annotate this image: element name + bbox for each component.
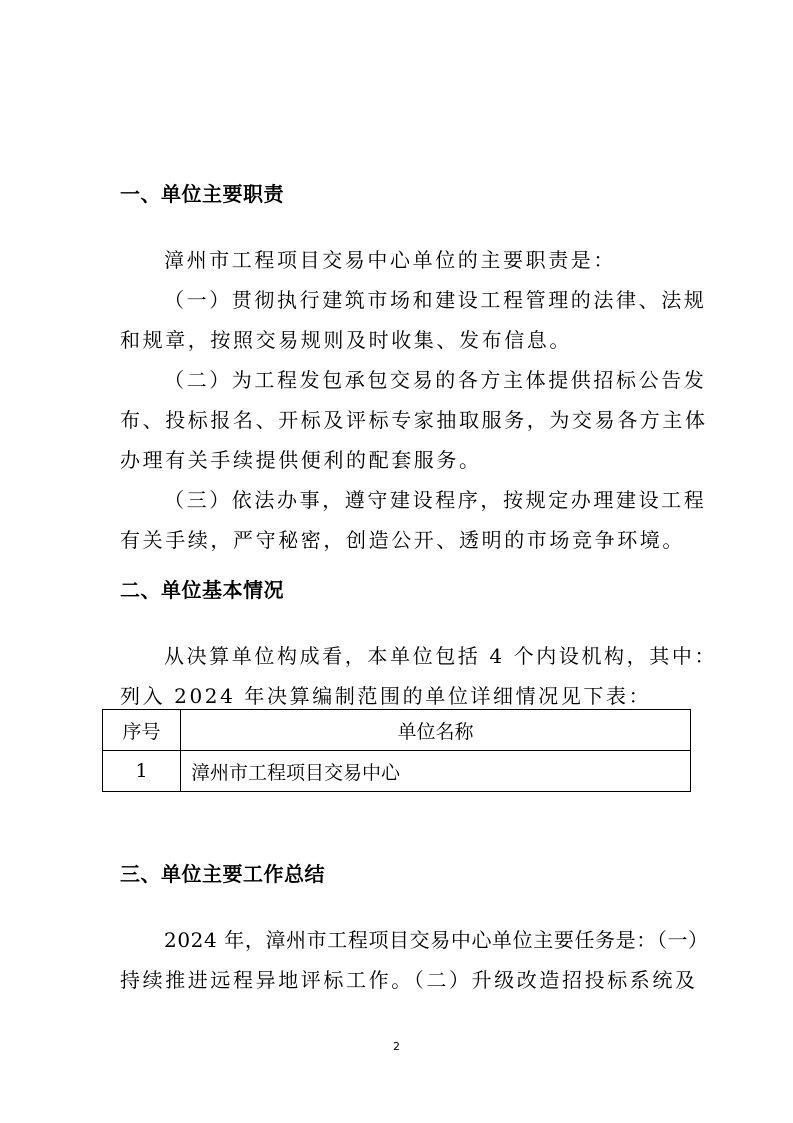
section1-item2 (120, 360, 708, 480)
text-line: 布、投标报名、开标及评标专家抽取服务，为交易各方主体 (120, 408, 708, 432)
table-row (103, 751, 691, 792)
text-line: 办理有关手续提供便利的配套服务。 (120, 448, 482, 472)
text-line: （三）依法办事，遵守建设程序，按规定办理建设工程 (164, 488, 707, 512)
text-line: 漳州市工程项目交易中心单位的主要职责是： (164, 248, 616, 272)
text-line: （一）贯彻执行建筑市场和建设工程管理的法律、法规 (164, 288, 707, 312)
section3-para (120, 920, 709, 1000)
table-cell: 漳州市工程项目交易中心 (181, 751, 691, 792)
section2-heading: 二、单位基本情况 (120, 578, 284, 602)
section1-item1 (120, 280, 707, 360)
text-line: 从决算单位构成看，本单位包括 4 个内设机构，其中： (164, 644, 718, 668)
unit-table (102, 709, 691, 792)
text-line: 列入 2024 年决算编制范围的单位详细情况见下表： (120, 684, 652, 708)
text-line: 2024 年，漳州市工程项目交易中心单位主要任务是：（一） (164, 928, 709, 952)
section2-para (120, 636, 718, 716)
table-header-row (103, 710, 691, 751)
text-line: （二）为工程发包承包交易的各方主体提供招标公告发 (164, 368, 707, 392)
page-number: 2 (393, 1040, 400, 1053)
table-cell: 1 (103, 751, 181, 792)
text-line: 有关手续，严守秘密，创造公开、透明的市场竞争环境。 (120, 528, 685, 552)
section1-heading: 一、单位主要职责 (120, 182, 284, 206)
table-header-cell: 序号 (103, 710, 181, 751)
table-header-cell: 单位名称 (181, 710, 691, 751)
section3-heading: 三、单位主要工作总结 (120, 862, 325, 886)
text-line: 持续推进远程异地评标工作。（二）升级改造招投标系统及 (120, 968, 698, 992)
section1-item3 (120, 480, 707, 560)
text-line: 和规章，按照交易规则及时收集、发布信息。 (120, 328, 572, 352)
section1-intro (120, 240, 680, 280)
